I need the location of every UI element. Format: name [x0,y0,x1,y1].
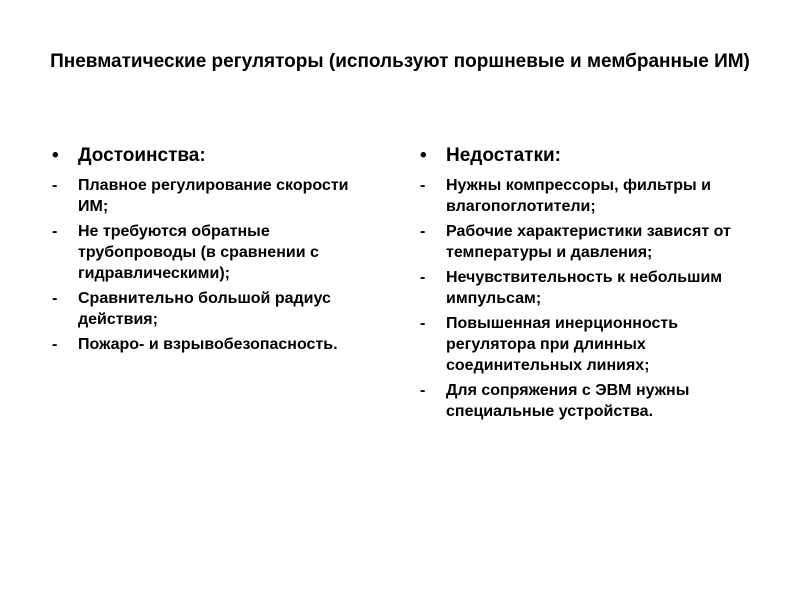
list-item-text: Нужны компрессоры, фильтры и влагопоглотители; [446,177,711,215]
slide-title: Пневматические регуляторы (используют поршневые и мембранные ИМ) [50,51,750,72]
list-item [416,175,766,217]
list-item-text: Рабочие характеристики зависят от температуры и давления; [446,223,731,261]
list-item [48,175,378,217]
advantages-heading: Достоинства: [78,145,206,166]
bullet-icon: • [52,145,59,166]
list-item-text: Для сопряжения с ЭВМ нужны специальные устройства. [446,382,690,420]
dash-icon: - [52,336,58,353]
list-item [48,221,378,284]
list-item [416,267,766,309]
list-item [48,288,378,330]
disadvantages-heading-row [416,143,766,169]
disadvantages-column [416,143,766,426]
dash-icon: - [52,290,58,307]
list-item-text: Нечувствительность к небольшим импульсам; [446,269,723,307]
list-item-text: Сравнительно большой радиус действия; [78,290,331,328]
dash-icon: - [420,269,426,286]
disadvantages-heading: Недостатки: [446,145,561,166]
advantages-heading-row [48,143,378,169]
dash-icon: - [420,382,426,399]
bullet-icon: • [420,145,427,166]
list-item [48,334,378,355]
list-item-text: Пожаро- и взрывобезопасность. [78,336,338,353]
dash-icon: - [420,223,426,240]
dash-icon: - [52,223,58,240]
dash-icon: - [52,177,58,194]
advantages-list [48,175,378,355]
dash-icon: - [420,315,426,332]
advantages-column [48,143,378,359]
disadvantages-list [416,175,766,422]
list-item-text: Повышенная инерционность регулятора при длинных соединительных линиях; [446,315,679,374]
list-item [416,313,766,376]
list-item-text: Плавное регулирование скорости ИМ; [78,177,349,215]
list-item [416,221,766,263]
list-item-text: Не требуются обратные трубопроводы (в сравнении с гидравлическими); [78,223,319,282]
list-item [416,380,766,422]
dash-icon: - [420,177,426,194]
